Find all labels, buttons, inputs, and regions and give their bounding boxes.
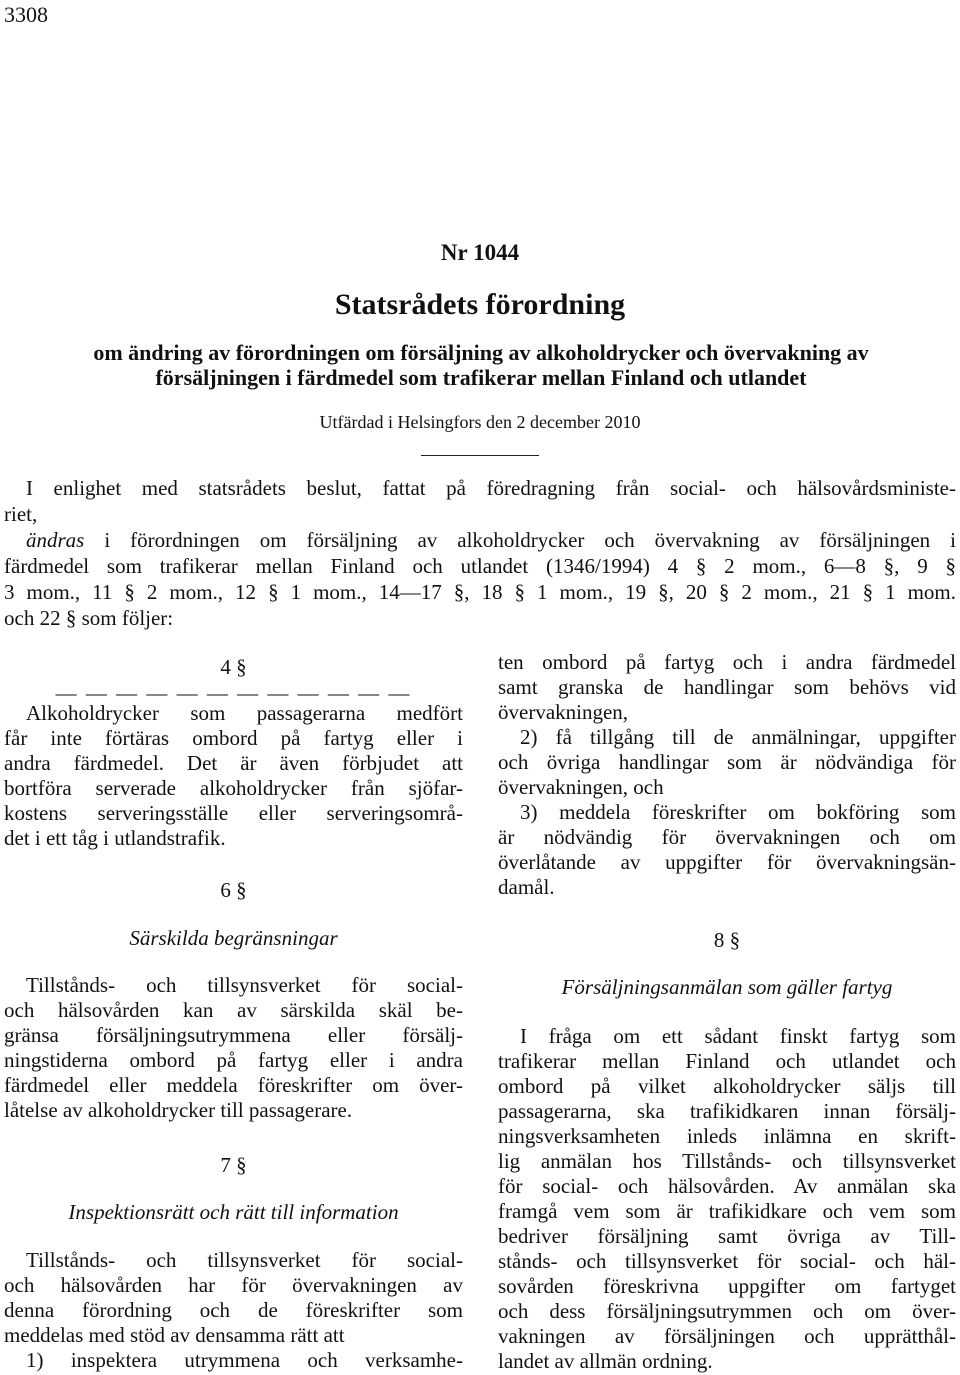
section-7-text xyxy=(4,1248,463,1373)
text-line: och övriga handlingar som är nödvändiga för xyxy=(498,750,956,774)
text-line: överlåtande av uppgifter för övervakningsän- xyxy=(498,850,956,874)
issued-line: Utfärdad i Helsingfors den 2 december 2010 xyxy=(319,412,641,432)
text-line: ombord på vilket alkoholdrycker säljs till xyxy=(498,1074,956,1098)
preamble-line: riet, xyxy=(4,502,38,526)
text-line: det i ett tåg i utlandstrafik. xyxy=(4,826,226,850)
page-number: 3308 xyxy=(4,2,48,27)
preamble-line: 3 mom., 11 § 2 mom., 12 § 1 mom., 14—17 §, 18 § 1 mom., 19 §, 20 § 2 mom., 21 § 1 mom. xyxy=(4,580,956,604)
text-line: låtelse av alkoholdrycker till passagerare. xyxy=(4,1098,353,1122)
statute-number: Nr 1044 xyxy=(440,240,520,265)
text-line: 3) meddela föreskrifter om bokföring som xyxy=(520,800,956,824)
document-title: Statsrådets förordning xyxy=(334,288,626,321)
text-line: 1) inspektera utrymmena och verksamhe- xyxy=(26,1348,463,1372)
text-line: övervakningen, och xyxy=(498,775,664,799)
section-6-text xyxy=(4,973,463,1123)
text-line: landet av allmän ordning. xyxy=(498,1349,713,1373)
text-line: ningstiderna ombord på fartyg eller i andra xyxy=(4,1048,463,1072)
text-line: för social- och hälsovården. Av anmälan ska xyxy=(498,1174,956,1198)
document-subtitle xyxy=(8,340,954,390)
text-line: och hälsovården kan av särskilda skäl be- xyxy=(4,998,463,1022)
text-line: vakningen av försäljningen och upprätthål- xyxy=(498,1324,956,1348)
text-line: Tillstånds- och tillsynsverket för social- xyxy=(26,1248,463,1272)
text-line: och hälsovården har för övervakningen av xyxy=(4,1273,463,1297)
text-line: framgå vem som är trafikidkare och vem som xyxy=(498,1199,956,1223)
section-8-heading: Försäljningsanmälan som gäller fartyg xyxy=(561,975,893,999)
text-line: sovården föreskrivna uppgifter om fartyget xyxy=(498,1274,956,1298)
text-line: är nödvändig för övervakningen och om xyxy=(498,825,956,849)
text-line: gränsa försäljningsutrymmena eller försälj- xyxy=(4,1023,463,1047)
section-4-text xyxy=(4,701,463,851)
divider xyxy=(421,455,539,456)
text-line: bedriver försäljning samt övriga av Till- xyxy=(498,1224,956,1248)
text-line: stånds- och tillsynsverket för social- och häl- xyxy=(498,1249,956,1273)
text-line: Alkoholdrycker som passagerarna medfört xyxy=(26,701,463,725)
text-line: färdmedel eller meddela föreskrifter om över- xyxy=(4,1073,463,1097)
text-line: 2) få tillgång till de anmälningar, uppgifter xyxy=(520,725,956,749)
section-4-number: 4 § xyxy=(220,655,247,679)
preamble-line: färdmedel som trafikerar mellan Finland och utlandet (1346/1994) 4 § 2 mom., 6—8 §, 9 § xyxy=(4,554,956,578)
text-line: övervakningen, xyxy=(498,700,629,724)
text-line: ten ombord på fartyg och i andra färdmedel xyxy=(498,650,956,674)
text-line: trafikerar mellan Finland och utlandet och xyxy=(498,1049,956,1073)
preamble-text: i förordningen om försäljning av alkoholdrycker och övervakning av försäljningen i xyxy=(84,528,956,552)
text-line: meddelas med stöd av densamma rätt att xyxy=(4,1323,345,1347)
text-line: samt granska de handlingar som behövs vid xyxy=(498,675,956,699)
text-line: damål. xyxy=(498,875,555,899)
preamble-line: I enlighet med statsrådets beslut, fattat på föredragning från social- och hälsovårdsministe- xyxy=(26,476,956,500)
text-line: denna förordning och de föreskrifter som xyxy=(4,1298,463,1322)
section-7-text-continued xyxy=(498,650,956,900)
text-line: passagerarna, ska trafikidkaren innan försälj- xyxy=(498,1099,956,1123)
text-line: bortföra serverade alkoholdrycker från sjöfar- xyxy=(4,776,463,800)
text-line: lig anmälan hos Tillstånds- och tillsynsverket xyxy=(498,1149,956,1173)
section-6-heading: Särskilda begränsningar xyxy=(129,926,338,950)
text-line: I fråga om ett sådant finskt fartyg som xyxy=(520,1024,956,1048)
amend-verb: ändras xyxy=(26,528,85,552)
text-line: Tillstånds- och tillsynsverket för social- xyxy=(26,973,463,997)
text-line: får inte förtäras ombord på fartyg eller i xyxy=(4,726,463,750)
text-line: andra färdmedel. Det är även förbjudet att xyxy=(4,751,463,775)
section-8-number: 8 § xyxy=(713,928,741,952)
section-7-number: 7 § xyxy=(220,1153,247,1177)
text-line: och dess försäljningsutrymmen och om över- xyxy=(498,1299,956,1323)
subtitle-line: försäljningen i färdmedel som trafikerar mellan Finland och utlandet xyxy=(155,365,807,390)
section-6-number: 6 § xyxy=(220,878,247,902)
preamble-line xyxy=(4,527,956,553)
text-line: ningsverksamheten inleds inlämna en skrift- xyxy=(498,1124,956,1148)
omission-dashes: — — — — — — — — — — — — xyxy=(55,681,412,705)
section-8-text xyxy=(498,1024,956,1374)
preamble-line: och 22 § som följer: xyxy=(4,606,174,630)
text-line: kostens serveringsställe eller serveringsområ- xyxy=(4,801,463,825)
subtitle-line: om ändring av förordningen om försäljning av alkoholdrycker och övervakning av xyxy=(93,340,869,365)
section-7-heading: Inspektionsrätt och rätt till information xyxy=(68,1200,399,1224)
preamble xyxy=(4,475,956,631)
